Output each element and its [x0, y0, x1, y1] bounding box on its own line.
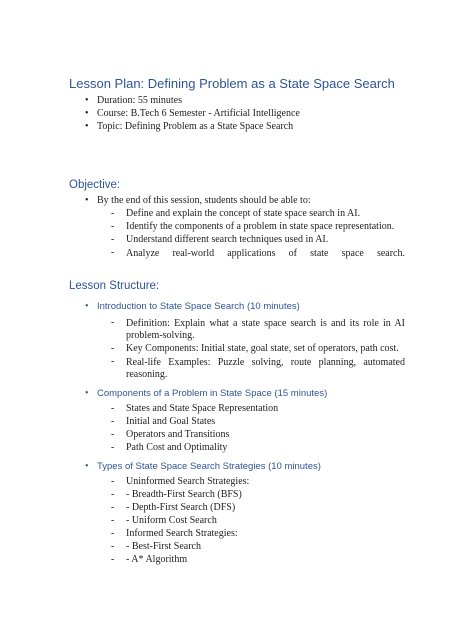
- dash-icon: -: [111, 515, 115, 526]
- section-item: - Uniform Cost Search: [126, 515, 217, 526]
- dash-icon: -: [111, 429, 115, 440]
- section-title: Components of a Problem in State Space (15 minutes): [97, 388, 328, 399]
- dash-icon: -: [111, 416, 115, 427]
- section-item: reasoning.: [126, 369, 168, 380]
- info-duration: Duration: 55 minutes: [97, 95, 182, 106]
- section-item: Initial and Goal States: [126, 416, 216, 427]
- section-item: Uninformed Search Strategies:: [126, 476, 250, 487]
- objective-item: Analyze real-world applications of state space search.: [126, 248, 405, 259]
- section-item: Key Components: Initial state, goal state, set of operators, path cost.: [126, 343, 399, 354]
- dash-icon: -: [111, 541, 115, 552]
- dash-icon: -: [111, 554, 115, 565]
- dash-icon: -: [111, 221, 115, 232]
- section-item: Operators and Transitions: [126, 429, 230, 440]
- objective-heading: Objective:: [69, 179, 121, 191]
- bullet-icon: •: [85, 195, 89, 206]
- dash-icon: -: [111, 489, 115, 500]
- section-item: Definition: Explain what a state space search is and its role in AI: [126, 318, 405, 329]
- section-item: States and State Space Representation: [126, 403, 279, 414]
- objective-item: Understand different search techniques used in AI.: [126, 234, 329, 245]
- objective-intro: By the end of this session, students should be able to:: [97, 195, 311, 206]
- section-title: Types of State Space Search Strategies (10 minutes): [97, 461, 321, 472]
- objective-item: Define and explain the concept of state space search in AI.: [126, 208, 361, 219]
- bullet-icon: •: [85, 388, 89, 399]
- page-title: Lesson Plan: Defining Problem as a State Space Search: [69, 76, 395, 91]
- section-title: Introduction to State Space Search (10 minutes): [97, 301, 300, 312]
- dash-icon: -: [111, 247, 115, 258]
- section-item: - Breadth-First Search (BFS): [126, 489, 242, 500]
- bullet-icon: •: [85, 301, 89, 312]
- objective-item: Identify the components of a problem in state space representation.: [126, 221, 395, 232]
- section-item: - Depth-First Search (DFS): [126, 502, 236, 513]
- dash-icon: -: [111, 234, 115, 245]
- info-topic: Topic: Defining Problem as a State Space Search: [97, 121, 294, 132]
- bullet-icon: •: [85, 121, 89, 132]
- dash-icon: -: [111, 356, 115, 367]
- dash-icon: -: [111, 317, 115, 328]
- structure-heading: Lesson Structure:: [69, 280, 160, 292]
- dash-icon: -: [111, 208, 115, 219]
- dash-icon: -: [111, 343, 115, 354]
- dash-icon: -: [111, 442, 115, 453]
- dash-icon: -: [111, 403, 115, 414]
- dash-icon: -: [111, 528, 115, 539]
- bullet-icon: •: [85, 95, 89, 106]
- section-item: - Best-First Search: [126, 541, 201, 552]
- dash-icon: -: [111, 476, 115, 487]
- section-item: - A* Algorithm: [126, 554, 188, 565]
- section-item: problem-solving.: [126, 330, 195, 341]
- bullet-icon: •: [85, 108, 89, 119]
- section-item: Path Cost and Optimality: [126, 442, 228, 453]
- dash-icon: -: [111, 502, 115, 513]
- info-course: Course: B.Tech 6 Semester - Artificial Intelligence: [97, 108, 300, 119]
- section-item: Real-life Examples: Puzzle solving, route planning, automated: [126, 357, 405, 368]
- section-item: Informed Search Strategies:: [126, 528, 238, 539]
- bullet-icon: •: [85, 461, 89, 472]
